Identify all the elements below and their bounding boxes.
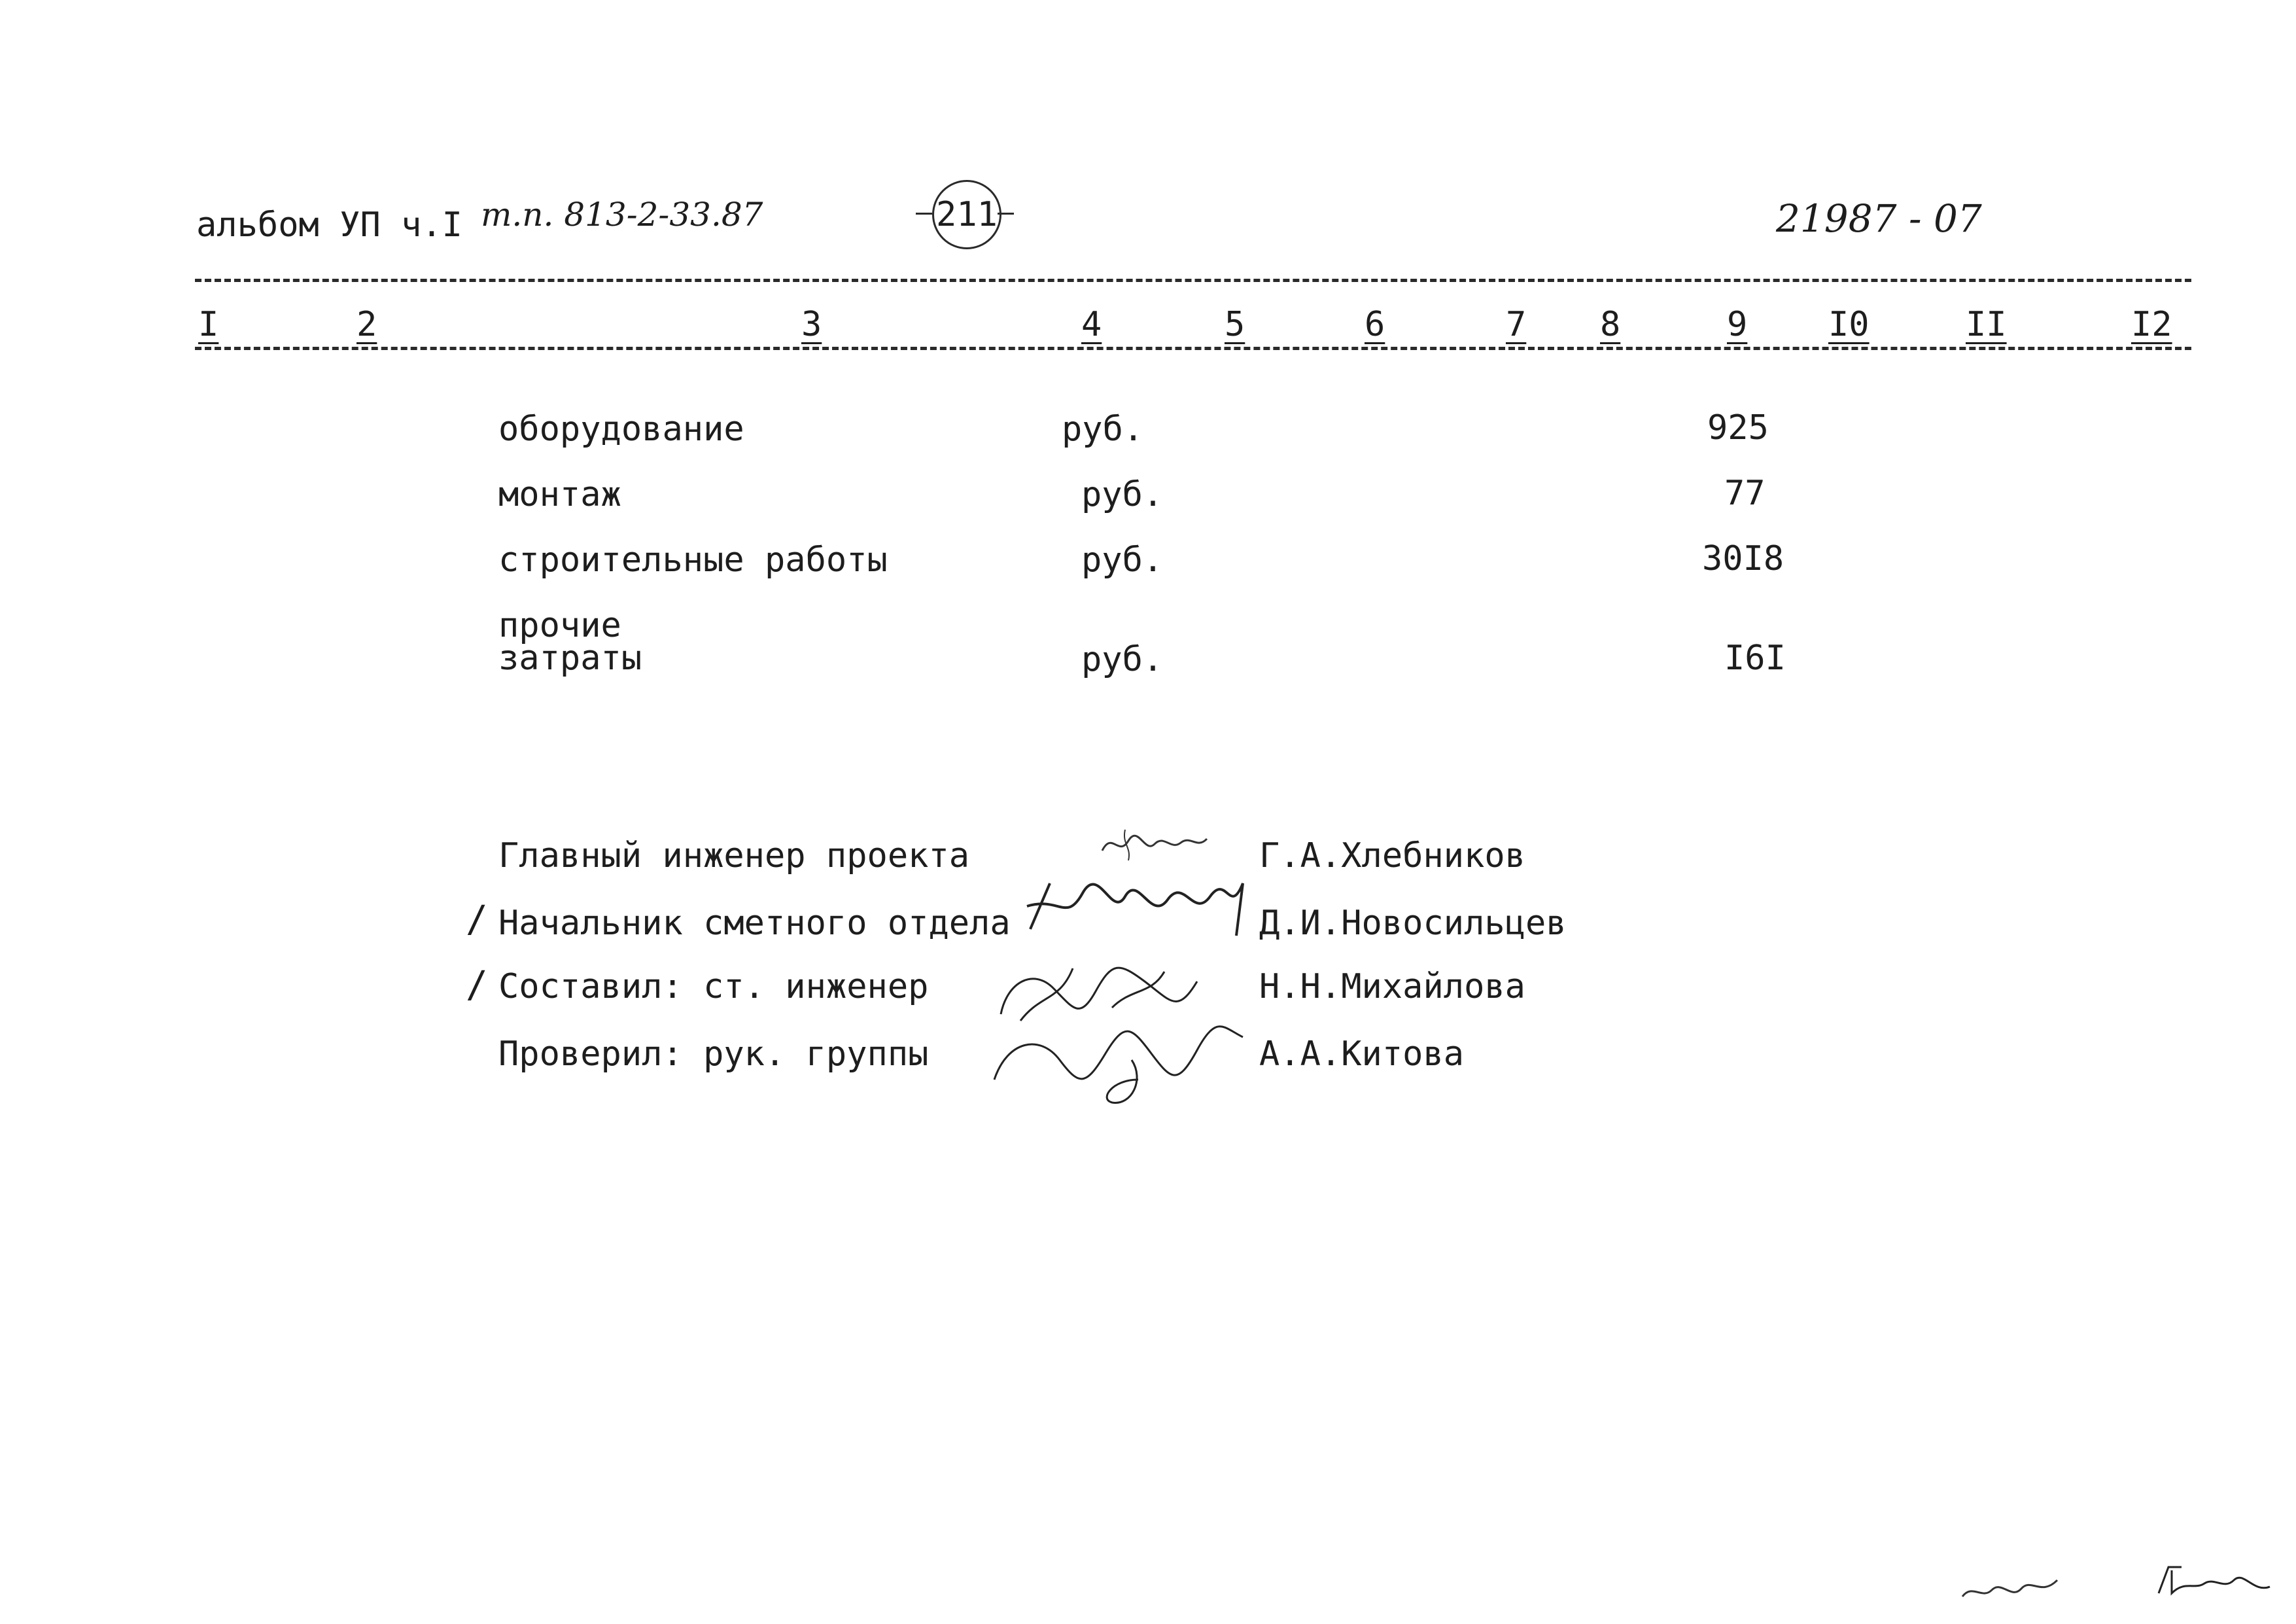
page-number-dash-left (916, 213, 932, 215)
cost-row-value: 77 (1724, 474, 1765, 513)
cost-row-unit: руб. (1062, 410, 1144, 449)
column-number: 8 (1600, 305, 1621, 344)
column-number: 4 (1081, 305, 1102, 344)
margin-tick: / (466, 898, 488, 941)
column-number: 3 (801, 305, 822, 344)
cost-row-unit: руб. (1081, 475, 1164, 514)
header-top-rule (195, 279, 2191, 282)
page-number-dash-right (998, 213, 1014, 215)
signatory-name: А.А.Китова (1259, 1034, 1465, 1074)
column-number: I2 (2131, 305, 2172, 344)
cost-row-label: затраты (498, 639, 642, 678)
cost-row-unit: руб. (1081, 640, 1164, 679)
cost-row-unit: руб. (1081, 540, 1164, 580)
signature-1 (1099, 824, 1210, 870)
column-number: 9 (1727, 305, 1748, 344)
signatory-position: Составил: ст. инженер (498, 967, 929, 1006)
document-number: 21987 - 07 (1776, 196, 1982, 241)
cost-row-label: прочие (498, 606, 621, 645)
column-number: 2 (357, 305, 377, 344)
signatory-name: Д.И.Новосильцев (1259, 904, 1567, 943)
cost-row-value: 925 (1707, 408, 1769, 448)
album-label: альбом УП ч.I (196, 205, 462, 245)
signatory-position: Начальник сметного отдела (498, 904, 1011, 943)
signatory-position: Проверил: рук. группы (498, 1034, 929, 1074)
project-code: т.п. 813-2-33.87 (481, 196, 763, 234)
page-number: 211 (936, 195, 998, 234)
column-number: I0 (1828, 305, 1870, 344)
signatory-position: Главный инженер проекта (498, 836, 970, 875)
page-number-badge (932, 180, 1001, 249)
cost-row-value: I6I (1724, 639, 1786, 678)
signatory-name: Н.Н.Михайлова (1259, 967, 1525, 1006)
column-number: 5 (1225, 305, 1245, 344)
column-number: 6 (1365, 305, 1385, 344)
signature-2 (1020, 870, 1256, 942)
column-number: II (1966, 305, 2007, 344)
column-number: 7 (1506, 305, 1527, 344)
column-number: I (198, 305, 219, 344)
signature-4 (981, 1014, 1256, 1112)
cost-row-label: строительные работы (498, 540, 888, 580)
cost-row-label: монтаж (498, 475, 621, 514)
margin-tick: / (466, 964, 488, 1006)
footer-mark-left (1959, 1570, 2064, 1610)
header-bottom-rule (195, 347, 2191, 350)
cost-row-label: оборудование (498, 410, 744, 449)
cost-row-value: 30I8 (1702, 539, 1784, 578)
footer-mark-right (2152, 1561, 2276, 1606)
signatory-name: Г.А.Хлебников (1259, 836, 1525, 875)
